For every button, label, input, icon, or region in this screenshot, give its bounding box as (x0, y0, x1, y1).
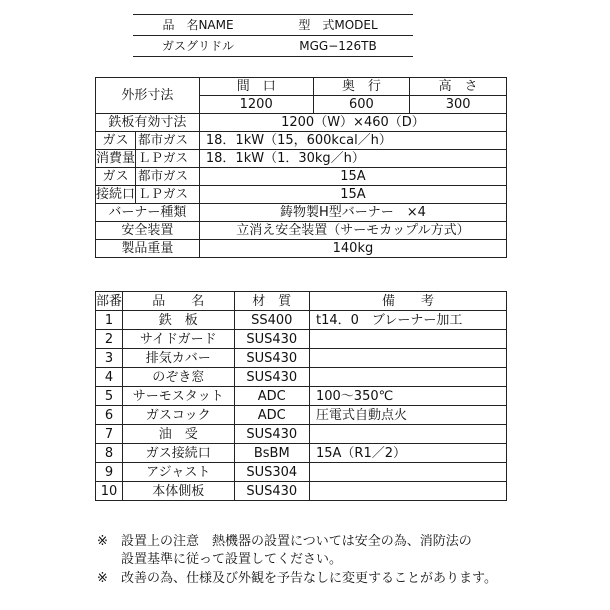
part-material: SUS430 (234, 482, 309, 501)
lp-gas-label: ＬＰガス (136, 186, 200, 204)
part-number: 2 (96, 330, 123, 349)
installation-note-line-2: 設置基準に従って設置してください。 (121, 552, 343, 567)
model-value: MGG−126TB (263, 36, 413, 57)
note-mark: ※ (97, 571, 108, 586)
burner-type-label: バーナー種類 (96, 204, 200, 222)
part-number: 9 (96, 463, 123, 482)
lp-gas-consumption: 18．1kW（1．30kg／h） (199, 150, 506, 168)
table-row (96, 425, 507, 444)
column-header: 備 考 (309, 292, 506, 311)
part-note (309, 330, 506, 349)
part-name: ガスコック (123, 406, 235, 425)
part-note: t14．0 ブレーナー加工 (309, 311, 506, 330)
table-row (96, 387, 507, 406)
part-note (309, 425, 506, 444)
table-row (96, 311, 507, 330)
parts-header-row (96, 292, 507, 311)
part-note: 15A（R1／2） (309, 444, 506, 463)
table-row (96, 368, 507, 387)
part-note: 圧電式自動点火 (309, 406, 506, 425)
installation-note (97, 533, 472, 569)
parts-table (95, 291, 507, 501)
product-header-table (133, 14, 413, 57)
gas-consumption-label-top: ガス (96, 132, 136, 150)
part-note (309, 463, 506, 482)
plate-size-value: 1200（W）×460（D） (199, 114, 506, 132)
city-gas-label: 都市ガス (136, 132, 200, 150)
part-note (309, 368, 506, 387)
table-row (96, 444, 507, 463)
part-number: 7 (96, 425, 123, 444)
city-gas-consumption: 18．1kW（15，600kcal／h） (199, 132, 506, 150)
city-gas-connection: 15A (199, 168, 506, 186)
depth-value: 600 (313, 96, 410, 114)
dimensions-label: 外形寸法 (96, 78, 200, 114)
part-name: のぞき窓 (123, 368, 235, 387)
table-row (96, 463, 507, 482)
specification-table (95, 77, 507, 258)
column-header: 材 質 (234, 292, 309, 311)
product-weight-label: 製品重量 (96, 240, 200, 258)
change-notice-text: 改善の為、仕様及び外観を予告なしに変更することがあります。 (121, 571, 497, 586)
product-name-value: ガスグリドル (133, 36, 263, 57)
part-name: アジャスト (123, 463, 235, 482)
part-material: SUS430 (234, 349, 309, 368)
city-gas-label: 都市ガス (136, 168, 200, 186)
part-material: SUS304 (234, 463, 309, 482)
installation-note-line-1: 設置上の注意 熱機器の設置については安全の為、消防法の (121, 534, 472, 549)
table-row (96, 482, 507, 501)
part-material: SUS430 (234, 425, 309, 444)
part-material: SS400 (234, 311, 309, 330)
part-number: 5 (96, 387, 123, 406)
model-label: 型 式MODEL (263, 15, 413, 36)
part-number: 10 (96, 482, 123, 501)
gas-connection-label-bottom: 接続口 (96, 187, 136, 202)
part-number: 6 (96, 406, 123, 425)
part-material: ADC (234, 406, 309, 425)
gas-consumption-label-bottom: 消費量 (96, 151, 136, 166)
part-material: ADC (234, 387, 309, 406)
part-material: SUS430 (234, 330, 309, 349)
note-mark: ※ (97, 534, 108, 549)
product-weight-value: 140kg (199, 240, 506, 258)
product-name-label: 品 名NAME (133, 15, 263, 36)
lp-gas-connection: 15A (199, 186, 506, 204)
column-header: 品 名 (123, 292, 235, 311)
lp-gas-label: ＬＰガス (136, 150, 200, 168)
width-value: 1200 (199, 96, 313, 114)
part-number: 8 (96, 444, 123, 463)
part-number: 3 (96, 349, 123, 368)
height-value: 300 (410, 96, 507, 114)
part-number: 1 (96, 311, 123, 330)
safety-device-value: 立消え安全装置（サーモカップル方式） (199, 222, 506, 240)
part-name: サイドガード (123, 330, 235, 349)
part-name: 排気カバー (123, 349, 235, 368)
height-label: 高 さ (410, 78, 507, 96)
part-name: ガス接続口 (123, 444, 235, 463)
part-material: BsBM (234, 444, 309, 463)
width-label: 間 口 (199, 78, 313, 96)
part-note: 100〜350℃ (309, 387, 506, 406)
burner-type-value: 鋳物製H型バーナー ×4 (199, 204, 506, 222)
table-row (96, 330, 507, 349)
part-name: 本体側板 (123, 482, 235, 501)
part-name: サーモスタット (123, 387, 235, 406)
part-note (309, 349, 506, 368)
part-material: SUS430 (234, 368, 309, 387)
depth-label: 奥 行 (313, 78, 410, 96)
safety-device-label: 安全装置 (96, 222, 200, 240)
part-name: 鉄 板 (123, 311, 235, 330)
part-name: 油 受 (123, 425, 235, 444)
table-row (96, 349, 507, 368)
part-note (309, 482, 506, 501)
table-row (96, 406, 507, 425)
part-number: 4 (96, 368, 123, 387)
plate-size-label: 鉄板有効寸法 (96, 114, 200, 132)
change-notice (97, 570, 497, 588)
gas-connection-label-top: ガス (96, 168, 136, 186)
column-header: 部番 (96, 293, 123, 309)
